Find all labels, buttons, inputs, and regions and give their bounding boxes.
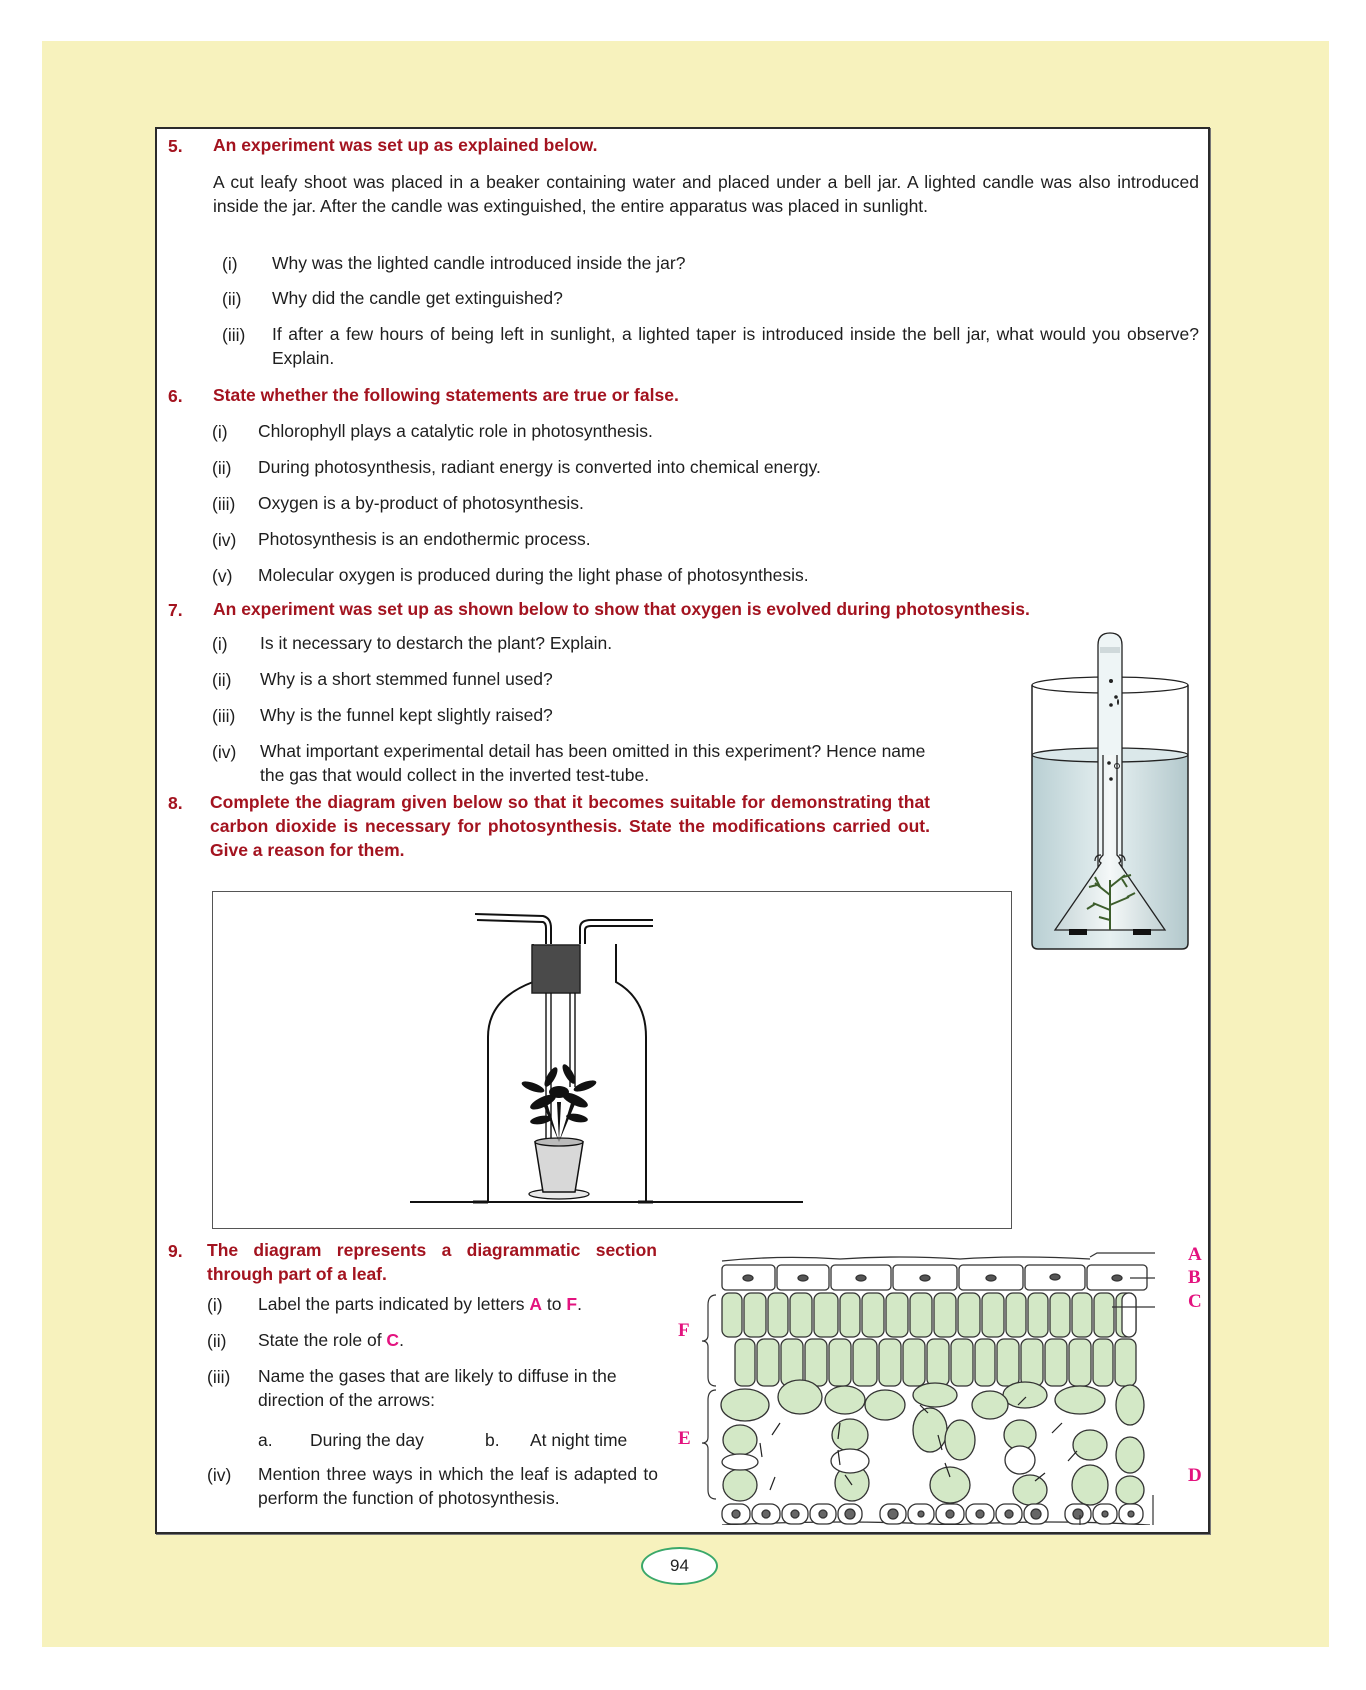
q9-sub-a-num: a. — [258, 1430, 273, 1450]
q5-item-1: Why was the lighted candle introduced inside the jar? — [272, 253, 686, 273]
q5-item-2: Why did the candle get extinguished? — [272, 288, 563, 308]
q6-item-1-num: (i) — [212, 422, 228, 442]
q7-item-3-num: (iii) — [212, 706, 236, 726]
q7-item-2: Why is a short stemmed funnel used? — [260, 669, 553, 689]
q9-sub-b-num: b. — [485, 1430, 500, 1450]
q7-item-4-num: (iv) — [212, 742, 237, 762]
label-f: F — [678, 1320, 690, 1341]
q9-item-3: Name the gases that are likely to diffuse in the direction of the arrows: — [258, 1366, 617, 1410]
page-number-badge: 94 — [641, 1547, 718, 1585]
leaf-section-diagram — [700, 1245, 1170, 1525]
q5-item-1-num: (i) — [222, 254, 238, 274]
q6-item-2-num: (ii) — [212, 458, 232, 478]
q5-item-3-num: (iii) — [222, 325, 246, 345]
label-ref-c: C — [386, 1330, 400, 1350]
q6-item-4-num: (iv) — [212, 530, 237, 550]
q9-item-1 — [258, 1292, 582, 1316]
label-d: D — [1188, 1465, 1202, 1486]
beaker-apparatus-figure — [1025, 625, 1195, 955]
q9-item-1-text: Label the parts indicated by letters — [258, 1294, 530, 1314]
q9-item-3-num: (iii) — [207, 1367, 231, 1387]
label-ref-f: F — [566, 1294, 578, 1314]
q6-item-1: Chlorophyll plays a catalytic role in photosynthesis. — [258, 421, 653, 441]
q8-heading: Complete the diagram given below so that it becomes suitable for demonstrating that carbon dioxide is necessary for photosynthesis. State the modifications carried out. Give a reason for them. — [210, 792, 930, 860]
q9-item-1-num: (i) — [207, 1295, 223, 1315]
q9-item-2 — [258, 1328, 404, 1352]
q5-body: A cut leafy shoot was placed in a beaker containing water and placed under a bell jar. A lighted candle was also introduced inside the jar. After the candle was extinguished, the entire apparatus was placed in sunlight. — [213, 172, 1199, 216]
q7-item-3: Why is the funnel kept slightly raised? — [260, 705, 553, 725]
label-b: B — [1188, 1267, 1201, 1288]
q6-item-4: Photosynthesis is an endothermic process. — [258, 529, 591, 549]
q7-number: 7. — [168, 600, 183, 620]
q7-item-2-num: (ii) — [212, 670, 232, 690]
q9-number: 9. — [168, 1241, 183, 1261]
q9-item-2-num: (ii) — [207, 1331, 227, 1351]
label-a: A — [1188, 1244, 1202, 1265]
q9-item-2-text: State the role of — [258, 1330, 387, 1350]
q6-item-3: Oxygen is a by-product of photosynthesis. — [258, 493, 584, 513]
bell-jar-figure-box — [212, 891, 1012, 1229]
q9-item-4-num: (iv) — [207, 1465, 232, 1485]
label-e: E — [678, 1428, 691, 1449]
q5-heading: An experiment was set up as explained below. — [213, 135, 598, 155]
q5-item-2-num: (ii) — [222, 289, 242, 309]
q8-number: 8. — [168, 793, 183, 813]
q9-item-1-end: . — [577, 1294, 582, 1314]
q6-heading: State whether the following statements are true or false. — [213, 385, 679, 405]
q7-item-1-num: (i) — [212, 634, 228, 654]
q6-item-5-num: (v) — [212, 566, 233, 586]
q9-sub-b-text: At night time — [530, 1430, 628, 1450]
q6-number: 6. — [168, 386, 183, 406]
q6-item-2: During photosynthesis, radiant energy is converted into chemical energy. — [258, 457, 821, 477]
q5-item-3: If after a few hours of being left in sunlight, a lighted taper is introduced inside the bell jar, what would you observe? Explain. — [272, 324, 1199, 368]
q9-heading: The diagram represents a diagrammatic section through part of a leaf. — [207, 1240, 657, 1284]
q9-item-2-end: . — [399, 1330, 404, 1350]
q7-item-4: What important experimental detail has been omitted in this experiment? Hence name the gas that would collect in the inverted test-tube. — [260, 741, 926, 785]
q9-item-1-mid: to — [542, 1294, 567, 1314]
bell-jar-figure — [213, 892, 1010, 1227]
q6-item-3-num: (iii) — [212, 494, 236, 514]
q6-item-5: Molecular oxygen is produced during the light phase of photosynthesis. — [258, 565, 809, 585]
q7-heading: An experiment was set up as shown below to show that oxygen is evolved during photosynthesis. — [213, 599, 1030, 619]
q9-item-4: Mention three ways in which the leaf is adapted to perform the function of photosynthesis. — [258, 1464, 658, 1508]
label-ref-a: A — [529, 1294, 543, 1314]
q9-sub-a-text: During the day — [310, 1430, 424, 1450]
q7-item-1: Is it necessary to destarch the plant? Explain. — [260, 633, 613, 653]
q5-number: 5. — [168, 136, 183, 156]
label-c: C — [1188, 1291, 1202, 1312]
